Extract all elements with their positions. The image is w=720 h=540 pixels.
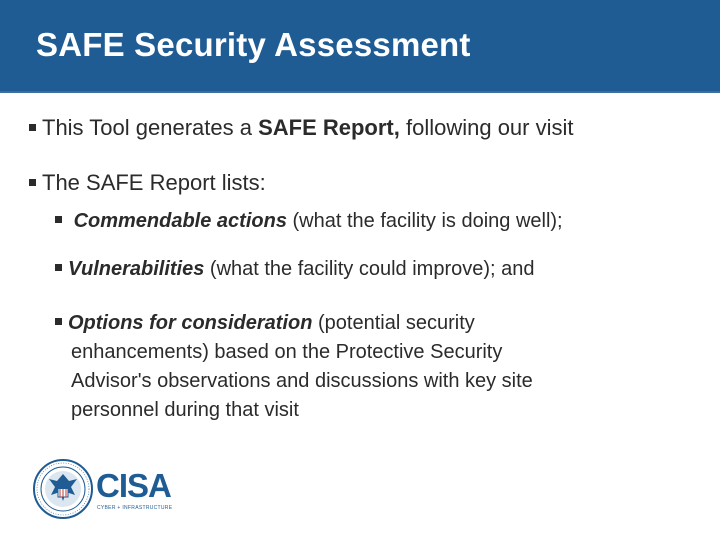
bullet-continuation-line: enhancements) based on the Protective Security — [71, 341, 503, 363]
bullet-vulnerabilities — [55, 258, 535, 281]
bullet-text: This Tool generates a — [42, 115, 259, 140]
cisa-wordmark: CISA — [96, 467, 171, 504]
bullet-commendable-actions — [55, 210, 563, 233]
bullet-continuation-line: Advisor's observations and discussions with key site — [71, 370, 533, 392]
bullet-tool-generates — [29, 115, 574, 141]
bullet-continuation-line: personnel during that visit — [71, 399, 299, 421]
square-bullet-icon — [55, 318, 62, 325]
slide-title: SAFE Security Assessment — [36, 26, 471, 63]
bullet-bold-text: SAFE Report, — [258, 115, 400, 140]
bullet-bold-text: Options for consideration — [68, 312, 313, 334]
bullet-text: The SAFE Report lists: — [42, 170, 266, 195]
bullet-tail-text: (what the facility could improve); and — [204, 258, 535, 280]
title-bar — [0, 0, 720, 91]
bullet-tail-text: (potential security — [312, 312, 475, 334]
bullet-tail-text: (what the facility is doing well); — [286, 210, 563, 232]
bullet-options-for-consideration — [55, 309, 695, 425]
square-bullet-icon — [55, 264, 62, 271]
title-divider — [0, 91, 720, 93]
bullet-tail-text: following our visit — [399, 115, 574, 140]
square-bullet-icon — [29, 179, 36, 186]
cisa-logo — [33, 459, 173, 521]
bullet-bold-text: Vulnerabilities — [68, 258, 205, 280]
square-bullet-icon — [29, 124, 36, 131]
cisa-subtitle: CYBER + INFRASTRUCTURE — [97, 505, 173, 511]
bullet-report-lists — [29, 170, 266, 196]
bullet-bold-text: Commendable actions — [73, 210, 287, 232]
dhs-seal-icon — [33, 459, 93, 519]
square-bullet-icon — [55, 216, 62, 223]
